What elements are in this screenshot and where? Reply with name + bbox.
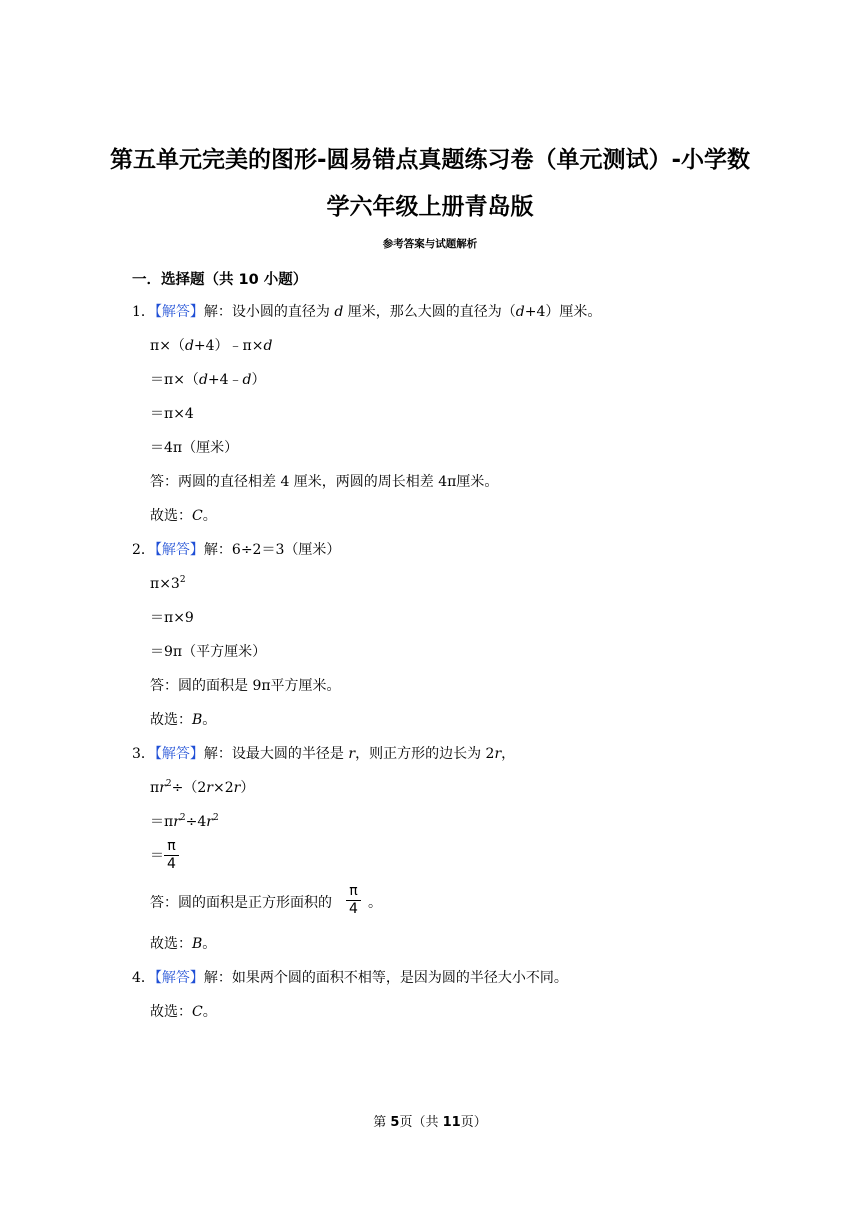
- q4-header: 4．【解答】解：如果两个圆的面积不相等，是因为圆的半径大小不同。: [132, 970, 568, 986]
- q4-choice: 故选：C。: [150, 1004, 217, 1020]
- q3-step-1: $\pi r^2\div(2r\times 2r)$: [150, 779, 255, 796]
- fraction-numerator: π: [349, 883, 358, 899]
- q2-step-3: ＝9π（平方厘米）: [150, 644, 267, 660]
- q2-header: 2．【解答】解：6÷2＝3（厘米）: [132, 542, 341, 558]
- subtitle: 参考答案与试题解析: [382, 238, 478, 250]
- q4-number: 4．: [132, 970, 155, 986]
- fraction-numerator: π: [167, 838, 176, 854]
- q1-step-3: ＝π×4: [150, 406, 194, 422]
- section-heading: 一．选择题（共 10 小题）: [132, 272, 308, 288]
- title-line-1: 第五单元完美的图形-圆易错点真题练习卷（单元测试）-小学数: [109, 147, 751, 173]
- page-footer: 第 5页（共 11页）: [373, 1115, 487, 1130]
- q3-step-3-fraction: [164, 838, 179, 873]
- q3-header: 3．【解答】解：设最大圆的半径是 r，则正方形的边长为 2r，: [132, 746, 516, 762]
- q3-answer-text: 答：圆的面积是正方形面积的: [150, 895, 332, 911]
- q3-step-3-eq: ＝: [150, 848, 164, 864]
- q1-header: 1．【解答】解：设小圆的直径为 d 厘米，那么大圆的直径为（d+4）厘米。: [132, 304, 602, 320]
- fraction-denominator: 4: [167, 856, 176, 872]
- title-line-2: 学六年级上册青岛版: [326, 194, 534, 220]
- q1-answer: 答：两圆的直径相差 4 厘米，两圆的周长相差 4π厘米。: [150, 474, 499, 490]
- q3-number: 3．: [132, 746, 155, 762]
- q1-step-1: π×（d+4）﹣π×d: [150, 338, 273, 354]
- q3-answer-tag[interactable]: 【解答】: [154, 746, 204, 762]
- q3-step-2: $=\pi r^2\div 4r^2$: [150, 813, 219, 830]
- q2-step-2: ＝π×9: [150, 610, 194, 626]
- q4-answer-tag[interactable]: 【解答】: [154, 970, 204, 986]
- q1-choice: 故选：C。: [150, 508, 217, 524]
- page-total: 11: [442, 1115, 461, 1130]
- q3-answer-end: 。: [368, 895, 382, 911]
- q2-answer: 答：圆的面积是 9π平方厘米。: [150, 678, 341, 694]
- q1-number: 1．: [132, 304, 155, 320]
- q2-number: 2．: [132, 542, 155, 558]
- q1-step-2: ＝π×（d+4﹣d）: [150, 372, 266, 388]
- q1-step-4: ＝4π（厘米）: [150, 440, 239, 456]
- q3-answer-fraction: [346, 883, 361, 918]
- q2-answer-tag[interactable]: 【解答】: [154, 542, 204, 558]
- fraction-denominator: 4: [349, 901, 358, 917]
- q1-answer-tag[interactable]: 【解答】: [154, 304, 204, 320]
- q2-step-1: $\pi\times 3^2$: [150, 575, 186, 592]
- page-number: 5: [390, 1115, 400, 1130]
- q3-choice: 故选：B。: [150, 936, 217, 952]
- q2-choice: 故选：B。: [150, 712, 217, 728]
